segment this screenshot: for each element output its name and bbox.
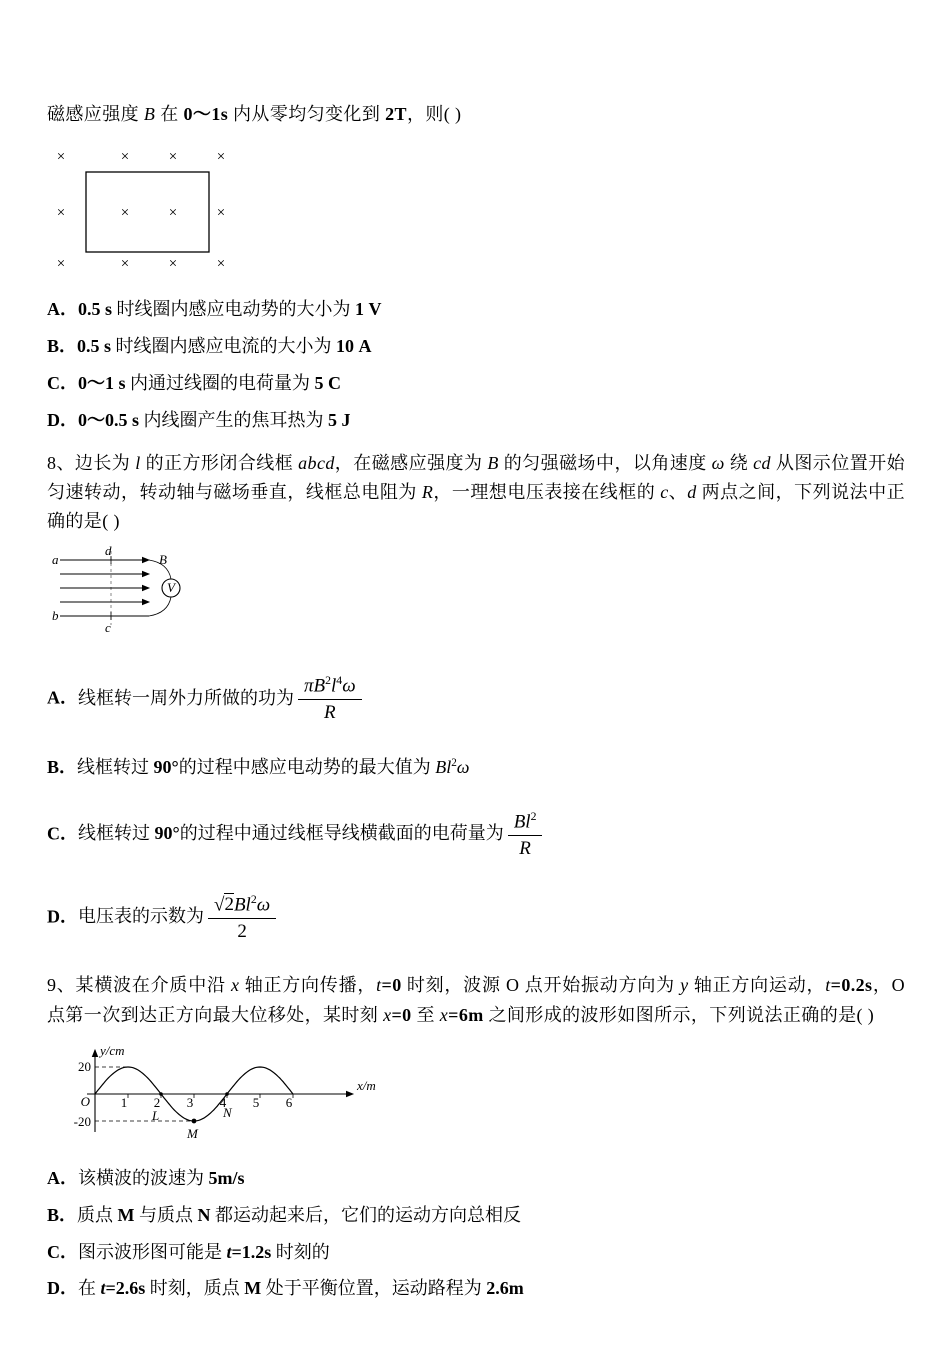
field-cross-icon: × [216,205,226,222]
field-cross-icon: × [120,256,130,273]
text-segment: 轴正方向传播， [239,975,377,996]
text-segment: 4 [336,674,343,688]
option-text [77,1205,521,1225]
fraction-denominator [208,919,276,944]
text-segment: 在 [78,1278,101,1299]
field-cross-icon: × [56,149,66,166]
text-segment: ，O 点第一次到达正方向最大位移处，某时刻 [47,975,905,1025]
option-text [78,410,351,430]
text-segment: ，则( ) [406,104,462,124]
text-segment: R [519,837,531,859]
text-segment: abcd [298,452,335,473]
text-segment: x [439,1004,449,1025]
text-segment: 绕 [724,452,754,473]
label-B-field: B [159,552,167,568]
text-segment: 从图示位置开始匀速转动，转动轴与磁场垂直，线框总电阻为 [47,452,906,502]
label-b: b [52,608,59,624]
text-segment: 的过程中感应电动势的最大值为 [178,757,436,778]
option-letter: D． [47,1278,78,1299]
point-L-label: L [152,1107,160,1123]
x-tick-label: 3 [186,1094,194,1110]
point-N-label: N [223,1104,232,1120]
q8-options [47,670,905,947]
field-cross-icon: × [168,256,178,273]
choice-option-row [47,402,905,439]
choice-option-row [47,806,905,865]
text-segment: 至 [411,1004,440,1025]
text-segment: 9、某横波在介质中沿 [47,975,232,996]
text-segment: y [680,975,689,996]
text-segment: 的匀强磁场中，以角速度 [498,452,712,473]
choice-option-row [47,1270,905,1307]
text-segment: √ [214,893,225,915]
text-segment: 2.6m [486,1278,524,1299]
text-segment: 5 C [314,372,342,393]
text-segment: 2 [530,809,537,823]
text-segment: x [383,1004,392,1025]
text-segment: t [825,975,831,996]
x-tick-label: 5 [252,1094,260,1110]
text-segment: 2 [325,674,332,688]
text-segment: ω [456,757,470,778]
label-c: c [105,620,111,636]
option-letter: D． [47,409,78,430]
fraction-numerator [298,674,362,700]
field-cross-icon: × [168,149,178,166]
text-segment: 图示波形图可能是 [78,1241,227,1262]
option-letter: C． [47,372,78,393]
option-text [78,809,546,859]
text-segment: 0～0.5 s [78,409,140,430]
text-segment: 时线圈内感应电流的大小为 [111,336,337,357]
field-cross-icon: × [120,149,130,166]
text-segment: 90° [154,823,180,844]
x-tick-label: 1 [120,1094,128,1110]
option-letter: B． [47,1204,78,1225]
field-cross-icon: × [56,256,66,273]
text-segment: 2 [237,920,247,942]
text-segment: t [376,975,382,996]
field-cross-icon: × [168,205,178,222]
choice-option-row [47,889,905,948]
y-axis-label: y/cm [100,1042,125,1058]
fraction [508,810,543,861]
text-segment: 该横波的波速为 [78,1167,209,1188]
text-segment: 1 V [355,299,382,320]
text-segment: =6m [448,1004,484,1025]
option-text [78,1242,330,1262]
x-tick-label: 2 [153,1094,161,1110]
text-segment: 之间形成的波形如图所示，下列说法正确的是( ) [483,1004,875,1025]
option-text [78,373,341,393]
option-letter: A． [47,1167,78,1188]
wire-to-voltmeter-bottom [149,597,171,616]
text-segment: Bl [233,893,251,915]
choice-option-row [47,291,905,328]
choice-option-row [47,365,905,402]
text-segment: 0.5 s [78,299,113,320]
text-segment: 90° [153,757,179,778]
label-d: d [105,546,112,559]
text-segment: c [660,481,669,502]
text-segment: 时线圈内感应电动势的大小为 [112,299,356,320]
text-segment: 线框转过 [78,823,155,844]
origin-label: O [80,1093,90,1109]
text-segment: 两点之间，下列说法中正确的是( ) [47,481,905,532]
text-segment: 时刻，波源 O 点开始振动方向为 [401,975,681,996]
x-axis-label: x/m [357,1077,376,1093]
text-segment: R [421,481,434,502]
text-segment: 轴正方向运动， [688,975,826,996]
option-text [77,757,470,777]
option-letter: B． [47,757,78,778]
x-tick-label: 6 [285,1094,293,1110]
field-cross-icon: × [56,205,66,222]
option-letter: B． [47,336,78,357]
q9-figure-wave-graph [47,1042,382,1150]
choice-option-row [47,1197,905,1234]
option-letter: C． [47,823,78,844]
q7-options [47,291,905,439]
x-tick-label: 4 [219,1094,227,1110]
text-segment: 2 [224,893,234,915]
text-segment: 线框转一周外力所做的功为 [78,687,294,708]
option-text [78,299,382,319]
text-segment: 10 A [336,336,372,357]
text-segment: 2 [451,757,457,770]
q8-stem [47,449,905,536]
y-max-label: 20 [78,1058,91,1074]
text-segment: ω [711,452,725,473]
text-segment: 0～1s [183,104,229,124]
text-segment: M [117,1204,135,1225]
text-segment: ω [256,893,271,915]
y-min-label: -20 [73,1113,91,1129]
text-segment: 、 [668,481,688,502]
text-segment: 质点 [77,1204,118,1225]
field-cross-icon: × [120,205,130,222]
voltmeter-label: V [167,580,175,596]
q7-stem [47,100,905,129]
q9-stem [47,971,905,1029]
text-segment: 5 J [328,409,351,430]
option-text [78,1278,524,1298]
text-segment: B [143,104,156,124]
field-cross-icon: × [216,256,226,273]
text-segment: 在 [155,104,184,124]
text-segment: 5m/s [208,1167,245,1188]
choice-option-row [47,328,905,365]
text-segment: πB [304,675,326,697]
text-segment: l [331,675,337,697]
fraction [208,893,276,944]
fraction-numerator [508,810,543,836]
text-segment: =0 [381,975,402,996]
text-segment: =2.6s [105,1278,146,1299]
text-segment: x [231,975,240,996]
text-segment: Bl [435,757,452,778]
option-text [78,1168,245,1188]
choice-option-row [47,1160,905,1197]
text-segment: d [687,481,697,502]
choice-option-row [47,1234,905,1271]
text-segment: ，在磁感应强度为 [334,452,488,473]
option-letter: A． [47,299,78,320]
text-segment: ，一理想电压表接在线框的 [433,481,661,502]
text-segment: 0.5 s [77,336,112,357]
label-a: a [52,552,59,568]
text-segment: 磁感应强度 [47,104,144,124]
text-segment: 内通过线圈的电荷量为 [125,372,315,393]
text-segment: 都运动起来后，它们的运动方向总相反 [210,1204,522,1225]
text-segment: 与质点 [134,1204,198,1225]
text-segment: 处于平衡位置，运动路程为 [261,1278,487,1299]
fraction [298,674,362,725]
choice-option-row [47,670,905,729]
text-segment: cd [753,452,771,473]
text-segment: R [324,702,336,724]
text-segment: Bl [513,811,531,833]
choice-option-row [47,753,905,782]
fraction-denominator [298,700,362,725]
text-segment: ω [342,675,356,697]
text-segment: 0～1 s [78,372,126,393]
option-letter: D． [47,906,78,927]
text-segment: =1.2s [231,1241,272,1262]
text-segment: 2 [250,892,257,906]
option-text [77,336,372,356]
text-segment: 内从零均匀变化到 [228,104,386,124]
text-segment: 线框转过 [77,757,154,778]
fraction-numerator [208,893,276,919]
text-segment: 时刻，质点 [145,1278,245,1299]
text-segment: =0 [391,1004,412,1025]
text-segment: 2T [385,104,407,124]
option-text [78,892,280,942]
coil-rectangle [86,172,209,252]
field-cross-icon: × [216,149,226,166]
text-segment: 8、边长为 [47,452,136,473]
text-segment: l [135,452,141,473]
q8-figure-coil-voltmeter [49,546,284,646]
point-M-label: M [187,1125,198,1141]
option-letter: A． [47,687,78,708]
text-segment: t [100,1278,106,1299]
text-segment: =0.2s [830,975,873,996]
text-segment: 内线圈产生的焦耳热为 [139,409,329,430]
text-segment: N [197,1204,211,1225]
q7-figure-magnetic-field [51,141,281,281]
text-segment: 的过程中通过线框导线横截面的电荷量为 [179,823,504,844]
text-segment: M [244,1278,262,1299]
text-segment: t [226,1241,232,1262]
q9-options [47,1160,905,1308]
point-M-dot [192,1118,197,1123]
text-segment: 电压表的示数为 [78,906,204,927]
text-segment: B [487,452,499,473]
fraction-denominator [508,836,543,861]
option-letter: C． [47,1241,78,1262]
text-segment: 的正方形闭合线框 [140,452,299,473]
text-segment: 时刻的 [271,1241,330,1262]
